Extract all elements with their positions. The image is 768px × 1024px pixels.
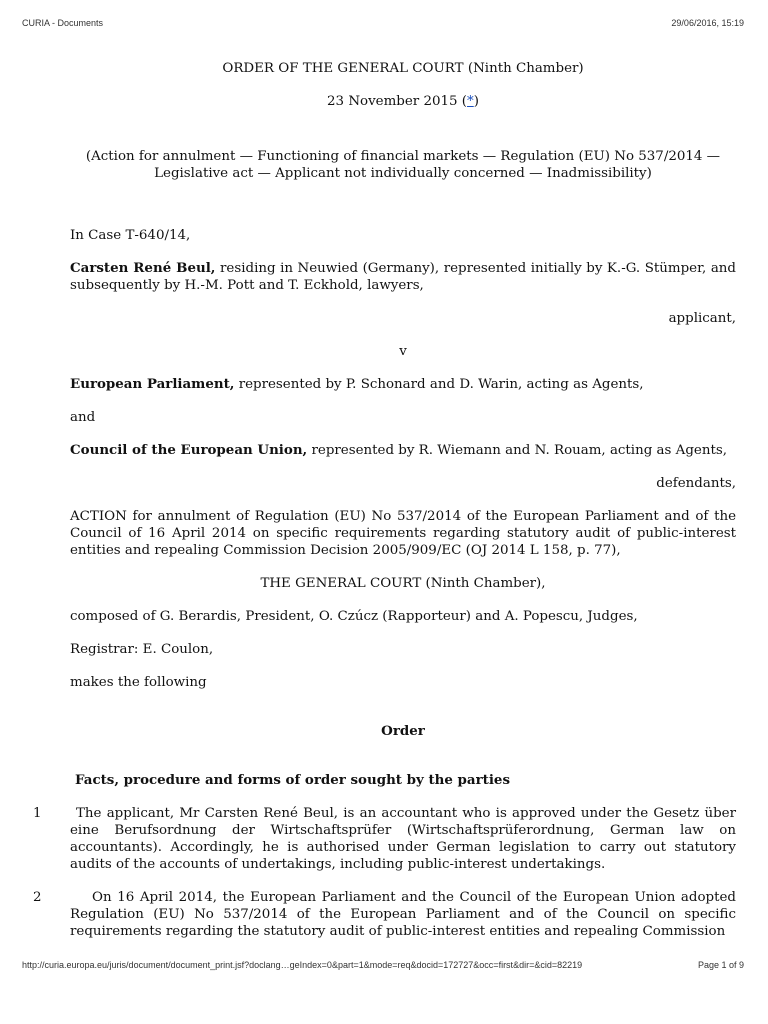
document-date: [70, 93, 736, 110]
paragraph-text: On 16 April 2014, the European Parliament and the Council of the European Union adopted Regulation (EU) No 537/2014 of the European Parliament and of the Council on specific requirements regarding the statutory audit of public-interest entities and repealing Commission: [70, 890, 736, 939]
numbered-paragraph-2: [33, 889, 736, 940]
case-number: In Case T‑640/14,: [70, 228, 191, 243]
print-footer-url: http://curia.europa.eu/juris/document/document_print.jsf?doclang…geIndex=0&part=1&mode=req&docid=172727&occ=first&dir=&cid=82219: [22, 960, 583, 970]
document-date-close: ): [473, 94, 479, 109]
subject-block: [70, 148, 736, 182]
order-heading: Order: [381, 723, 425, 739]
applicant-paragraph: [70, 260, 736, 294]
parliament-name: European Parliament,: [70, 376, 235, 392]
versus: v: [399, 344, 407, 359]
print-footer: [0, 960, 768, 974]
paragraph-text: The applicant, Mr Carsten René Beul, is an accountant who is approved under the Gesetz über eine Berufsordnung der Wirtschaftsprüfer (Wirtschaftsprüferordnung, German law on accountants). Accordingly, he is authorised under German legislation to carry out statutory audits of the accounts of undertakings, including public-interest undertakings.: [70, 806, 736, 872]
facts-heading: Facts, procedure and forms of order sought by the parties: [75, 772, 510, 788]
council-text: represented by R. Wiemann and N. Rouam, acting as Agents,: [307, 443, 727, 458]
print-header: [0, 18, 768, 32]
paragraph-number: 2: [33, 890, 42, 905]
applicant-label: applicant,: [668, 311, 736, 326]
document-date-text: 23 November 2015 (: [327, 94, 468, 109]
makes-following: makes the following: [70, 675, 207, 690]
print-header-datetime: 29/06/2016, 15:19: [671, 18, 744, 28]
council-name: Council of the European Union,: [70, 442, 308, 458]
print-header-title: CURIA - Documents: [22, 18, 104, 28]
registrar: Registrar: E. Coulon,: [70, 642, 214, 657]
subject-line-1: (Action for annulment — Functioning of financial markets — Regulation (EU) No 537/2014 —: [85, 149, 721, 164]
council-paragraph: [70, 442, 736, 459]
paragraph-number: 1: [33, 806, 42, 821]
defendants-label: defendants,: [656, 476, 736, 491]
composition: composed of G. Berardis, President, O. Czúcz (Rapporteur) and A. Popescu, Judges,: [70, 609, 638, 624]
and-connector: and: [70, 410, 96, 425]
parliament-text: represented by P. Schonard and D. Warin, acting as Agents,: [234, 377, 644, 392]
subject-line-2: Legislative act — Applicant not individually concerned — Inadmissibility): [154, 166, 652, 181]
print-footer-page: Page 1 of 9: [697, 960, 744, 970]
applicant-text: residing in Neuwied (Germany), represented initially by K.‑G. Stümper, and subsequently by H.-M. Pott and T. Eckhold, lawyers,: [70, 261, 736, 293]
applicant-name: Carsten René Beul,: [70, 260, 216, 276]
court-heading: THE GENERAL COURT (Ninth Chamber),: [260, 576, 546, 591]
footnote-link[interactable]: *: [467, 94, 474, 109]
action-paragraph: ACTION for annulment of Regulation (EU) No 537/2014 of the European Parliament and of the Council of 16 April 2014 on specific requirements regarding statutory audit of public-interest entities and repealing Commission Decision 2005/909/EC (OJ 2014 L 158, p. 77),: [70, 509, 736, 558]
document-page: [33, 52, 736, 940]
numbered-paragraph-1: [33, 805, 736, 873]
parliament-paragraph: [70, 376, 736, 393]
document-title: ORDER OF THE GENERAL COURT (Ninth Chamber): [222, 61, 584, 76]
